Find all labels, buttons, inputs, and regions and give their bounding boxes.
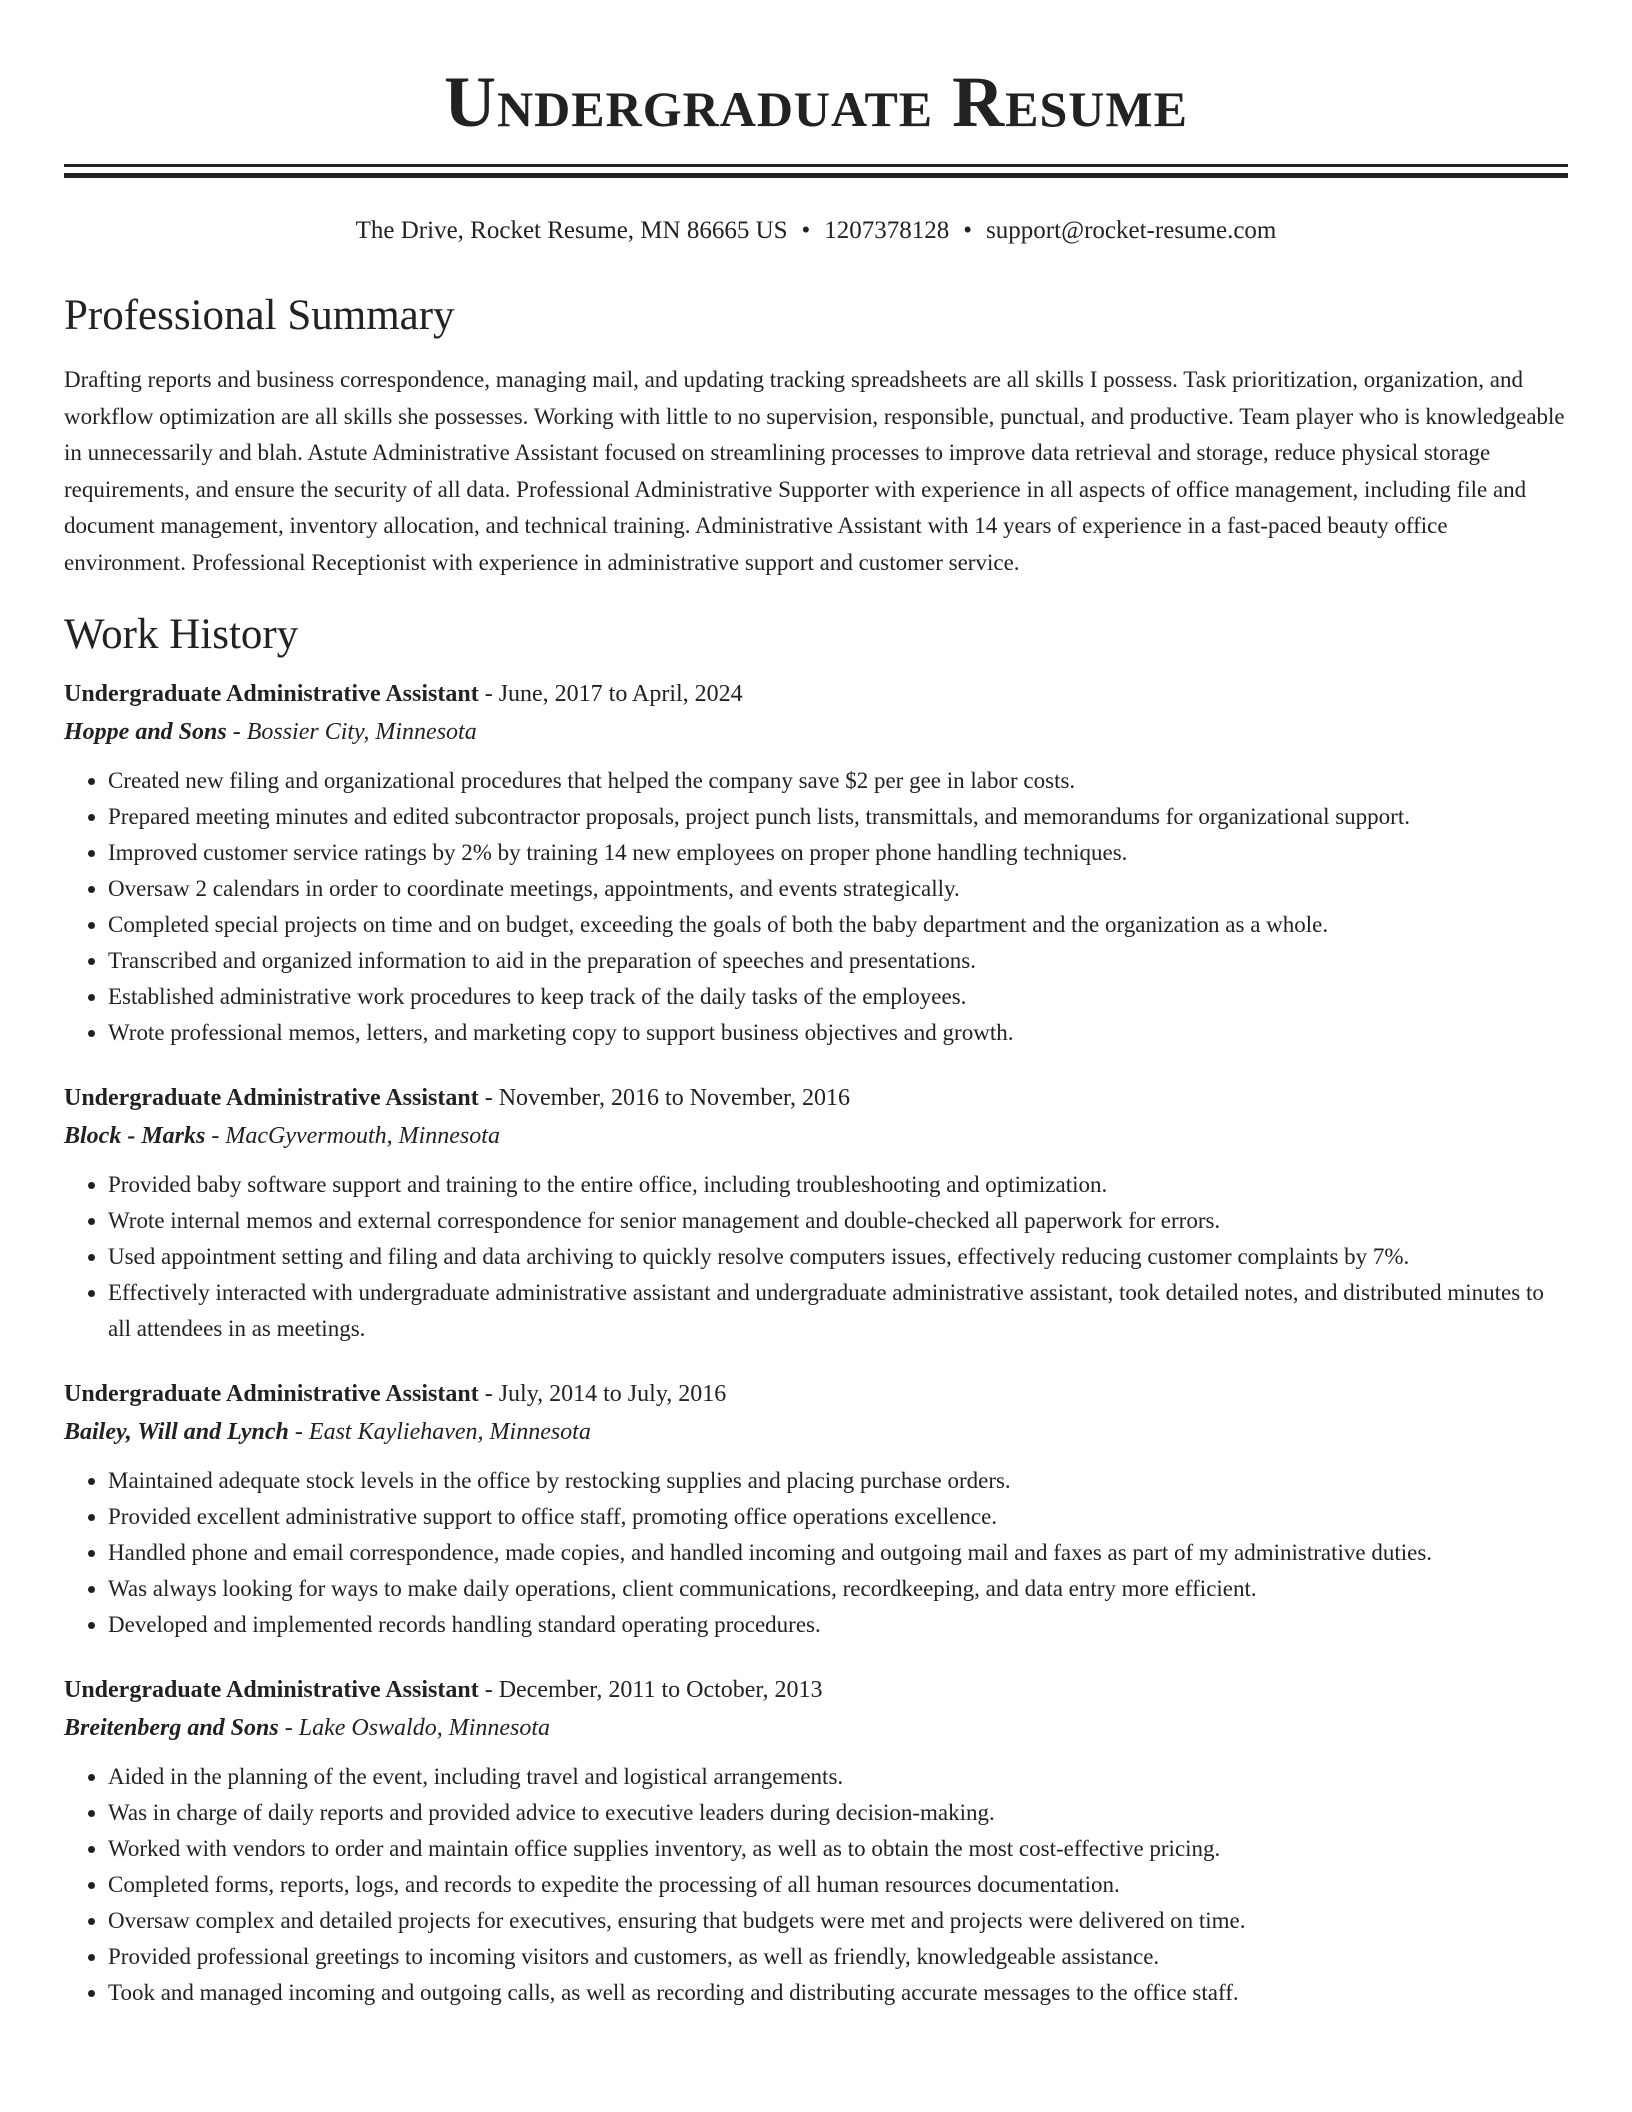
job-company-line bbox=[64, 1117, 1568, 1155]
job-dash: - bbox=[205, 1123, 226, 1149]
job-bullet: • Oversaw complex and detailed projects for executives, ensuring that budgets were met and projects were delivered on time. bbox=[108, 1903, 1568, 1939]
job-title: Undergraduate Administrative Assistant bbox=[64, 1381, 479, 1407]
job-bullets bbox=[64, 1167, 1568, 1347]
job-bullet: • Effectively interacted with undergraduate administrative assistant and undergraduate administrative assistant, took detailed notes, and distributed minutes to all attendees in as meetings. bbox=[108, 1275, 1568, 1347]
job-bullet: • Provided professional greetings to incoming visitors and customers, as well as friendly, knowledgeable assistance. bbox=[108, 1939, 1568, 1975]
job-dash: - bbox=[478, 1381, 499, 1407]
job-bullet: • Developed and implemented records handling standard operating procedures. bbox=[108, 1607, 1568, 1643]
job-bullet: • Maintained adequate stock levels in the office by restocking supplies and placing purchase orders. bbox=[108, 1463, 1568, 1499]
job-title: Undergraduate Administrative Assistant bbox=[64, 1085, 479, 1111]
job-company: Hoppe and Sons bbox=[64, 719, 227, 745]
job-bullets bbox=[64, 763, 1568, 1051]
job-company: Block - Marks bbox=[64, 1123, 206, 1149]
job-bullets bbox=[64, 1759, 1568, 2011]
header-rule-top bbox=[64, 164, 1568, 167]
job-title-line bbox=[64, 675, 1568, 713]
job-entry bbox=[64, 1079, 1568, 1347]
job-title: Undergraduate Administrative Assistant bbox=[64, 1677, 479, 1703]
contact-line bbox=[64, 214, 1568, 248]
job-bullet: • Improved customer service ratings by 2% by training 14 new employees on proper phone handling techniques. bbox=[108, 835, 1568, 871]
job-bullet: • Prepared meeting minutes and edited subcontractor proposals, project punch lists, transmittals, and memorandums for organizational support. bbox=[108, 799, 1568, 835]
job-bullet: • Was always looking for ways to make daily operations, client communications, recordkeeping, and data entry more efficient. bbox=[108, 1571, 1568, 1607]
job-location: Bossier City, Minnesota bbox=[246, 719, 477, 745]
job-company-line bbox=[64, 1413, 1568, 1451]
header-rule-bottom bbox=[64, 173, 1568, 178]
job-bullet: • Completed special projects on time and on budget, exceeding the goals of both the baby department and the organization as a whole. bbox=[108, 907, 1568, 943]
job-bullet: • Provided baby software support and training to the entire office, including troubleshooting and optimization. bbox=[108, 1167, 1568, 1203]
job-bullet: • Established administrative work procedures to keep track of the daily tasks of the employees. bbox=[108, 979, 1568, 1015]
job-bullet: • Completed forms, reports, logs, and records to expedite the processing of all human resources documentation. bbox=[108, 1867, 1568, 1903]
contact-phone: 1207378128 bbox=[824, 217, 950, 244]
job-company-line bbox=[64, 713, 1568, 751]
work-history-list bbox=[64, 675, 1568, 2011]
contact-separator: • bbox=[801, 217, 811, 244]
job-dash: - bbox=[226, 719, 247, 745]
job-bullet: • Handled phone and email correspondence, made copies, and handled incoming and outgoing mail and faxes as part of my administrative duties. bbox=[108, 1535, 1568, 1571]
job-title: Undergraduate Administrative Assistant bbox=[64, 681, 479, 707]
job-bullet: • Transcribed and organized information to aid in the preparation of speeches and presentations. bbox=[108, 943, 1568, 979]
job-bullets bbox=[64, 1463, 1568, 1643]
summary-text: Drafting reports and business correspondence, managing mail, and updating tracking spreadsheets are all skills I possess. Task prioritization, organization, and workflow optimization are all skills she possesses. Working with little to no supervision, responsible, punctual, and productive. Team player who is knowledgeable in unnecessarily and blah. Astute Administrative Assistant focused on streamlining processes to improve data retrieval and storage, reduce physical storage requirements, and ensure the security of all data. Professional Administrative Supporter with experience in all aspects of office management, including file and document management, inventory allocation, and technical training. Administrative Assistant with 14 years of experience in a fast-paced beauty office environment. Professional Receptionist with experience in administrative support and customer service. bbox=[64, 367, 1565, 575]
job-bullet: • Was in charge of daily reports and provided advice to executive leaders during decision-making. bbox=[108, 1795, 1568, 1831]
job-dash: - bbox=[278, 1715, 299, 1741]
job-dates: June, 2017 to April, 2024 bbox=[498, 681, 743, 707]
job-bullet: • Wrote professional memos, letters, and marketing copy to support business objectives and growth. bbox=[108, 1015, 1568, 1051]
job-entry bbox=[64, 1375, 1568, 1643]
job-dates: November, 2016 to November, 2016 bbox=[498, 1085, 851, 1111]
job-bullet: • Wrote internal memos and external correspondence for senior management and double-checked all paperwork for errors. bbox=[108, 1203, 1568, 1239]
summary-heading: Professional Summary bbox=[64, 292, 455, 339]
job-bullet: • Aided in the planning of the event, including travel and logistical arrangements. bbox=[108, 1759, 1568, 1795]
job-dash: - bbox=[478, 681, 499, 707]
job-title-line bbox=[64, 1671, 1568, 1709]
job-location: MacGyvermouth, Minnesota bbox=[225, 1123, 500, 1149]
job-location: Lake Oswaldo, Minnesota bbox=[298, 1715, 551, 1741]
job-bullet: • Used appointment setting and filing and data archiving to quickly resolve computers issues, effectively reducing customer complaints by 7%. bbox=[108, 1239, 1568, 1275]
work-history-heading: Work History bbox=[64, 611, 299, 658]
job-bullet: • Oversaw 2 calendars in order to coordinate meetings, appointments, and events strategically. bbox=[108, 871, 1568, 907]
job-title-line bbox=[64, 1375, 1568, 1413]
job-company: Breitenberg and Sons bbox=[64, 1715, 279, 1741]
job-dash: - bbox=[478, 1085, 499, 1111]
job-entry bbox=[64, 1671, 1568, 2011]
job-dash: - bbox=[478, 1677, 499, 1703]
job-title-line bbox=[64, 1079, 1568, 1117]
job-company: Bailey, Will and Lynch bbox=[64, 1419, 289, 1445]
resume-header bbox=[64, 0, 1568, 178]
job-bullet: • Took and managed incoming and outgoing calls, as well as recording and distributing accurate messages to the office staff. bbox=[108, 1975, 1568, 2011]
job-entry bbox=[64, 675, 1568, 1051]
contact-address: The Drive, Rocket Resume, MN 86665 US bbox=[355, 217, 788, 244]
contact-separator: • bbox=[963, 217, 973, 244]
job-bullet: • Provided excellent administrative support to office staff, promoting office operations excellence. bbox=[108, 1499, 1568, 1535]
resume-title: Undergraduate Resume bbox=[444, 62, 1188, 142]
job-dash: - bbox=[288, 1419, 309, 1445]
job-bullet: • Created new filing and organizational procedures that helped the company save $2 per gee in labor costs. bbox=[108, 763, 1568, 799]
contact-email: support@rocket-resume.com bbox=[986, 217, 1277, 244]
job-bullet: • Worked with vendors to order and maintain office supplies inventory, as well as to obtain the most cost-effective pricing. bbox=[108, 1831, 1568, 1867]
job-location: East Kayliehaven, Minnesota bbox=[308, 1419, 591, 1445]
job-company-line bbox=[64, 1709, 1568, 1747]
job-dates: December, 2011 to October, 2013 bbox=[498, 1677, 823, 1703]
job-dates: July, 2014 to July, 2016 bbox=[498, 1381, 727, 1407]
